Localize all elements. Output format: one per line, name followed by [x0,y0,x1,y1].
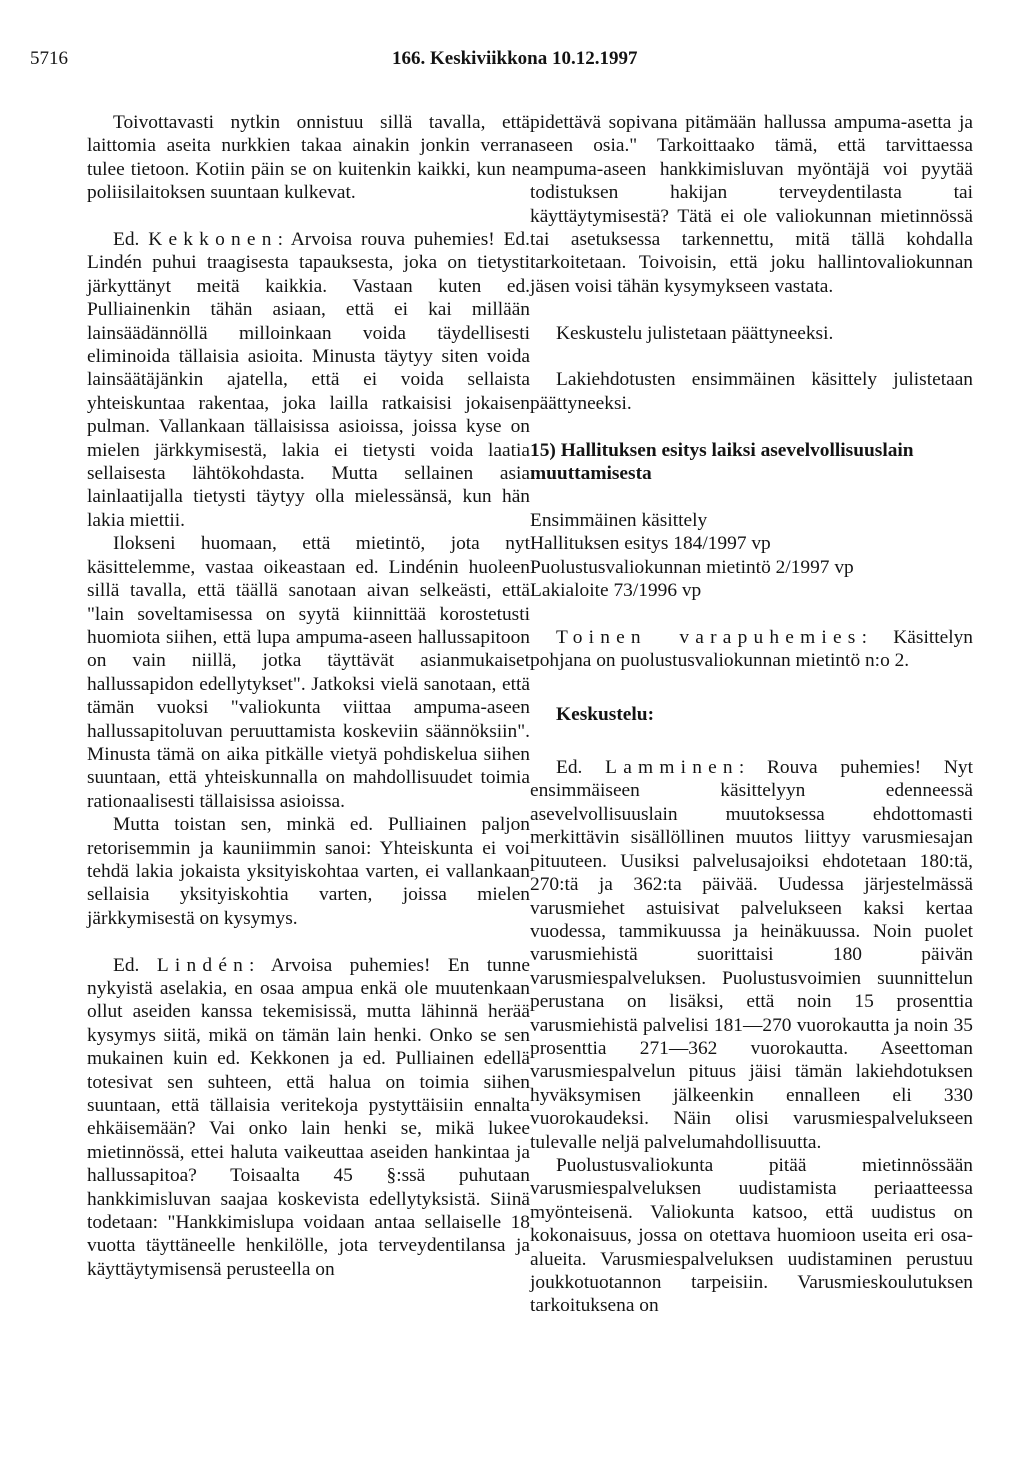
paragraph: Keskustelu julistetaan päättyneeksi. [556,322,834,344]
speaker-name: Lamminen [605,757,739,779]
right-column [530,111,973,1318]
paragraph: Ilokseni huomaan, että mietintö, jota nyt käsittelemme, vastaa oikeastaan ed. Lindénin huoleen sillä tavalla, että täällä sanotaan aivan selkeästi, että "lain soveltamisessa on syytä kiinnittää korostetusti huomiota siihen, että lupa ampuma-aseen hallussapitoon on vain niillä, jotka täyttävät asianmukaiset hallussapidon edellytykset". Jatkoksi vielä sanotaan, että tämän vuoksi "valiokunta viittaa ampuma-aseen hallussapitoluvan peruuttamista koskeviin säännöksiin". Minusta tämä on aika pitkälle vietyä pohdiskelua siihen suuntaan, että yhteiskunnalla on mahdollisuudet toimia rationaalisesti tällaisissa asioissa. [87,533,530,812]
running-title: 166. Keskiviikkona 10.12.1997 [392,48,638,69]
discussion-heading: Keskustelu: [556,703,655,725]
speaker-name: Lindén [156,954,250,976]
page-header [30,48,990,74]
paragraph: Toivottavasti nytkin onnistuu sillä tavalla, että laittomia aseita nurkkien takaa ainakin jonkin verran tulee tietoon. Kotiin päin se on kuitenkin kaikki, kun ne poliisilaitoksen suuntaan kulkevat. [87,112,530,204]
paragraph: Puolustusvaliokunta pitää mietinnössään varusmiespalveluksen uudistamista periaatteessa myönteisenä. Valiokunta katsoo, että uudistus on kokonaisuus, jossa on otettava huomioon useita eri osa-alueita. Varusmiespalveluksen uudistaminen perustuu joukkotuotannon tarpeisiin. Varusmieskoulutuksen tarkoituksena on [530,1154,973,1317]
speaker-prefix: Ed. [113,229,149,251]
info-line: Hallituksen esitys 184/1997 vp [530,533,771,555]
speech-linden [87,954,530,1282]
speech-text: : Käsittelyn pohjana on puolustusvaliokunnan mietintö n:o 2. [530,626,973,672]
agenda-item-heading: 15) Hallituksen esitys laiksi asevelvollisuuslain muuttamisesta [530,439,914,485]
info-line: Ensimmäinen käsittely [530,509,708,531]
speech-text: : Arvoisa rouva puhemies! Ed. Lindén puhui traagisesta tapauksesta, joka on tietysti järkyttänyt meitä kaikkia. Vastaan kuten ed. Pulliainenkin tähän asiaan, että ei kai millään lainsäädännöllä milloinkaan voida täydellisesti eliminoida tällaisia asioita. Minusta täytyy siten voida lainsäätäjänkin ajatella, että ei voida sellaista yhteiskuntaa rakentaa, joka lailla ratkaisisi jokaisen pulman. Vallankaan tällaisissa asioissa, joissa kyse on mielen järkkymisestä, lakia ei tietysti voida laatia sellaisesta lähtökohdasta. Mutta sellainen asia lainlaatijalla tietysti täytyy olla mielessänsä, kun hän lakia miettii. [87,229,530,531]
speech-kekkonen [87,228,530,532]
paragraph: pidettävä sopivana pitämään hallussa ampuma-asetta ja aseen osia." Tarkoittaako tämä, että tarvittaessa ampuma-aseen hankkimisluvan myöntäjä voi pyytää todistuksen hakijan terveydentilasta tai käyttäytymisestä? Tätä ei ole valiokunnan mietinnössä tai asetuksessa tarkennettu, mitä tällä kohdalla tarkoitetaan. Toivoisin, että joku hallintovaliokunnan jäsen voisi tähän kysymykseen vastata. [530,112,973,297]
paragraph: Lakiehdotusten ensimmäinen käsittely julistetaan päättyneeksi. [530,369,973,414]
left-column [87,111,530,1281]
speech-text: : Rouva puhemies! Nyt ensimmäiseen käsittelyyn edenneessä asevelvollisuuslain muutoksessa ehdottomasti merkittävin sisällöllinen muutos liittyy varusmiesajan pituuteen. Uusiksi palvelusajoiksi ehdotetaan 180:tä, 270:tä ja 362:ta päivää. Uudessa järjestelmässä varusmiehet astuisivat palvelukseen kaksi kertaa vuodessa, tammikuussa ja heinäkuussa. Noin puolet varusmiehistä suorittaisi 180 päivän varusmiespalveluksen. Puolustusvoimien suunnittelun perustana on lisäksi, että noin 15 prosenttia varusmiehistä palvelisi 181—270 vuorokautta ja noin 35 prosenttia 271—362 vuorokautta. Aseettoman varusmiespalvelun pituus jäisi tämän lakiehdotuksen hyväksymisen jälkeenkin ennalleen eli 330 vuorokaudeksi. Näin olisi varusmiespalvelukseen tulevalle neljä palvelumahdollisuutta. [530,757,973,1153]
page-number: 5716 [30,48,68,69]
agenda-item-info [530,509,973,603]
speech-deputy-speaker [530,626,973,673]
info-line: Puolustusvaliokunnan mietintö 2/1997 vp [530,556,854,578]
paragraph: Mutta toistan sen, minkä ed. Pulliainen paljon retorisemmin ja kauniimmin sanoi: Yhteiskunta ei voi tehdä lakia jokaista yksityiskohtaa varten, ei vallankaan sellaisia yksityiskohtia varten, joissa mielen järkkymisestä on kysymys. [87,814,530,929]
speaker-name: Kekkonen [148,229,278,251]
speaker-name: Toinen varapuhemies [556,626,862,648]
speech-text: : Arvoisa puhemies! En tunne nykyistä aselakia, en osaa ampua enkä ole muutenkaan ollut aseiden kanssa tekemisissä, mutta lähinnä herää kysymys siitä, mikä on tämän lain henki. Onko se sen mukainen kuin ed. Kekkonen ja ed. Pulliainen edellä totesivat sen suhteen, että halua on toimia siihen suuntaan, että tällaisia veritekoja pystyttäisiin ennalta ehkäisemään? Vai onko lain henki se, mikä lukee mietinnössä, ettei haluta vaikeuttaa aseiden hankintaa ja hallussapitoa? Toisaalta 45 §:ssä puhutaan hankkimisluvan saajaa koskevista edellytyksistä. Siinä todetaan: "Hankkimislupa voidaan antaa sellaiselle 18 vuotta täyttäneelle henkilölle, jota terveydentilansa ja käyttäytymisensä perusteella on [87,954,530,1280]
speech-lamminen [530,756,973,1154]
info-line: Lakialoite 73/1996 vp [530,580,702,602]
speaker-prefix: Ed. [556,757,606,779]
speaker-prefix: Ed. [113,954,157,976]
